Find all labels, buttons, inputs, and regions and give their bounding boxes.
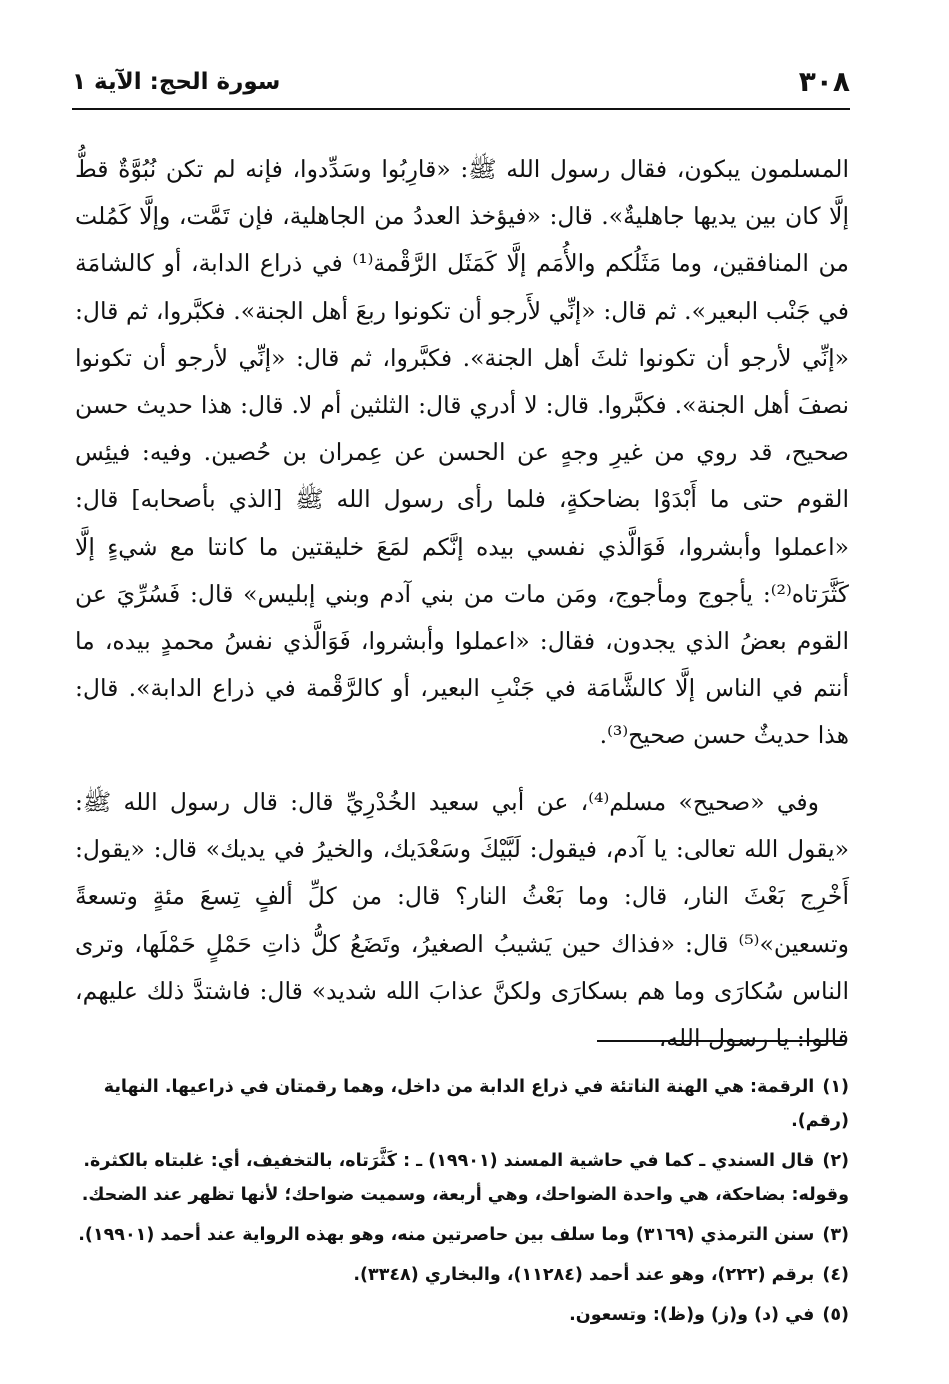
page-number: ٣٠٨ [798, 65, 850, 98]
main-text-block-2 [75, 779, 849, 1062]
footnote-text: في (د) و(ز) و(ظ): وتسعون. [569, 1305, 815, 1325]
body-paragraph-2: وفي «صحيح» مسلم⁽⁴⁾، عن أبي سعيد الخُدْرِيِّ قال: قال رسول الله ﷺ: «يقول الله تعالى: يا آدم، فيقول: لَبَّيْكَ وسَعْدَيك، والخيرُ في يديك» قال: «يقول: أَخْرِج بَعْثَ النار، قال: وما بَعْثُ النار؟ قال: من كلِّ ألفٍ تِسعَ مئةٍ وتسعةً وتسعين»⁽⁵⁾ قال: «فذاك حين يَشيبُ الصغيرُ، وتَضَعُ كلُّ ذاتِ حَمْلٍ حَمْلَها، وترى الناس سُكارَى وما هم بسكارَى ولكنَّ عذابَ الله شديد» قال: فاشتدَّ ذلك عليهم، قالوا: يا رسول الله، [75, 788, 849, 1053]
footnote-number: (٢) [822, 1151, 849, 1171]
footnote-divider [597, 1040, 847, 1042]
footnote-item [75, 1258, 849, 1292]
footnote-text: الرقمة: هي الهنة الناتئة في ذراع الدابة من داخل، وهما رقمتان في ذراعيها. النهاية (رقم). [103, 1077, 849, 1131]
footnote-text: برقم (٢٢٢)، وهو عند أحمد (١١٢٨٤)، والبخاري (٣٣٤٨). [353, 1265, 815, 1285]
footnote-number: (٣) [822, 1225, 849, 1245]
footnote-text: قال السندي ـ كما في حاشية المسند (١٩٩٠١) ـ : كَثَّرَتاه، بالتخفيف، أي: غلبتاه بالكثرة. وقوله: بضاحكة، هي واحدة الضواحك، وهي أربعة، وسميت ضواحك؛ لأنها تظهر عند الضحك. [81, 1151, 849, 1205]
footnote-number: (١) [822, 1077, 849, 1097]
footnote-number: (٥) [822, 1305, 849, 1325]
footnotes-section [75, 1070, 849, 1332]
footnote-item [75, 1144, 849, 1212]
main-text-block [75, 146, 849, 760]
header-divider [72, 108, 850, 110]
footnote-item [75, 1218, 849, 1252]
page-header [72, 62, 850, 102]
body-paragraph-1: المسلمون يبكون، فقال رسول الله ﷺ: «قارِبُوا وسَدِّدوا، فإنه لم تكن نُبُوَّةٌ قطُّ إلَّا كان بين يديها جاهليةٌ». قال: «فيؤخذ العددُ من الجاهلية، فإن تَمَّت، وإلَّا كَمُلت من المنافقين، وما مَثَلُكم والأُمَم إلَّا كَمَثَل الرَّقْمة⁽¹⁾ في ذراع الدابة، أو كالشامَة في جَنْب البعير». ثم قال: «إنِّي لأَرجو أن تكونوا ربعَ أهل الجنة». فكبَّروا، ثم قال: «إنِّي لأرجو أن تكونوا ثلثَ أهل الجنة». فكبَّروا، ثم قال: «إنِّي لأرجو أن تكونوا نصفَ أهل الجنة». فكبَّروا. قال: لا أدري قال: الثلثين أم لا. قال: هذا حديث حسن صحيح، قد روي من غيرِ وجهٍ عن الحسن عن عِمران بن حُصين. وفيه: فيئِس القوم حتى ما أَبْدَوْا بضاحكةٍ، فلما رأى رسول الله ﷺ [الذي بأصحابه] قال: «اعملوا وأبشروا، فَوَالَّذي نفسي بيده إنَّكم لمَعَ خليقتين ما كانتا مع شيءٍ إلَّا كَثَّرَتاه⁽²⁾: يأجوج ومأجوج، ومَن مات من بني آدم وبني إبليس» قال: فَسُرِّيَ عن القوم بعضُ الذي يجدون، فقال: «اعملوا وأبشروا، فَوَالَّذي نفسُ محمدٍ بيده، ما أنتم في الناس إلَّا كالشَّامَة في جَنْبِ البعير، أو كالرَّقْمة في ذراع الدابة». قال: هذا حديثٌ حسن صحيح⁽³⁾. [75, 155, 849, 750]
running-title: سورة الحج: الآية ١ [72, 69, 281, 95]
footnote-item [75, 1298, 849, 1332]
footnote-item [75, 1070, 849, 1138]
footnote-text: سنن الترمذي (٣١٦٩) وما سلف بين حاصرتين منه، وهو بهذه الرواية عند أحمد (١٩٩٠١). [78, 1225, 815, 1245]
footnote-number: (٤) [822, 1265, 849, 1285]
